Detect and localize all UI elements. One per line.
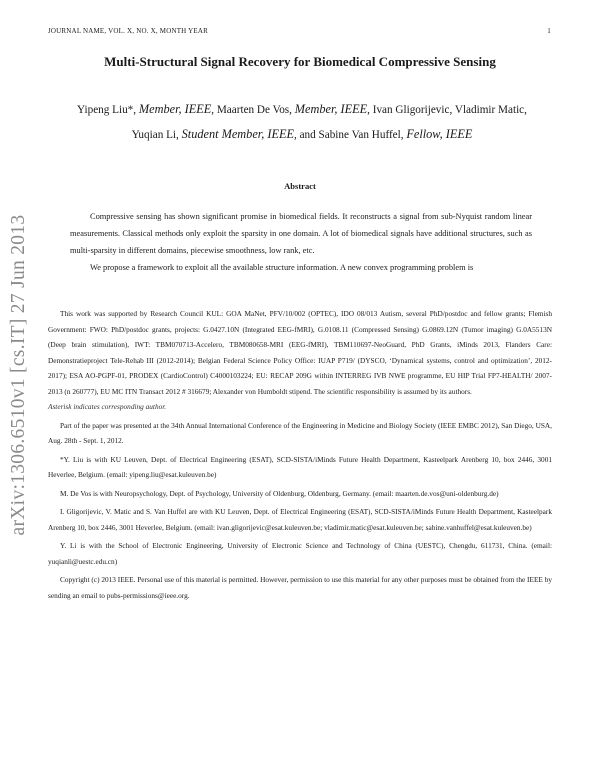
conference-footnote: Part of the paper was presented at the 34th Annual International Conference of the Engineering in Medicine and Biology Society (IEEE EMBC 2012), San Diego, USA, Aug. 28th - Sept. 1, 2012. <box>48 420 552 445</box>
footnotes <box>48 306 552 603</box>
author-line-1 <box>52 97 552 122</box>
abstract-body <box>70 208 532 276</box>
affiliation-footnote-devos: M. De Vos is with Neuropsychology, Dept. of Psychology, University of Oldenburg, Oldenburg, Germany. (email: maarten.de.vos@uni-oldenburg.de) <box>60 488 499 498</box>
arxiv-stamp <box>0 200 38 550</box>
journal-name: JOURNAL NAME, VOL. X, NO. X, MONTH YEAR <box>48 27 208 35</box>
arxiv-stamp-text: arXiv:1306.6510v1 [cs.IT] 27 Jun 2013 <box>8 214 29 536</box>
author-name: Yipeng Liu*, <box>77 104 139 116</box>
paper-title: Multi-Structural Signal Recovery for Biomedical Compressive Sensing <box>104 54 496 69</box>
page-number: 1 <box>547 27 551 35</box>
abstract-paragraph: Compressive sensing has shown significant promise in biomedical fields. It reconstructs a signal from sub-Nyquist random linear measurements. Classical methods only exploit the sparsity in one domain. A lot of biomedical signals have additional structures, such as multi-sparsity in different domains, piecewise smoothness, low rank, etc. <box>70 212 532 255</box>
author-name: , Maarten De Vos, <box>211 104 295 116</box>
author-name: , Ivan Gligorijevic, Vladimir Matic, <box>367 104 527 116</box>
author-role: Student Member, IEEE <box>181 127 294 141</box>
author-role: Fellow, IEEE <box>406 127 473 141</box>
abstract-heading: Abstract <box>284 181 316 191</box>
author-name: , and Sabine Van Huffel, <box>293 129 407 141</box>
funding-footnote: This work was supported by Research Council KUL: GOA MaNet, PFV/10/002 (OPTEC), IDO 08/013 Autism, several PhD/postdoc and fellow grants; Flemish Government: FWO: PhD/postdoc grants, projects: G.0427.10N (Integrated EEG-fMRI), G.0108.11 (Compressed Sensing) G.0869.12N (Tumor imaging) G.0A5513N (Deep brain stimulation), IWT: TBM070713-Accelero, TBM080658-MRI (EEG-fMRI), TBM110697-NeoGuard, PhD Grants, iMinds 2013, Flanders Care: Demonstratieproject Tele-Rehab III (2012-2014); Belgian Federal Science Policy Office: IUAP P719/ (DYSCO, ‘Dynamical systems, control and optimization’, 2012-2017); ESA AO-PGPF-01, PRODEX (CardioControl) C4000103224; EU: RECAP 209G within INTERREG IVB NWE programme, EU HIP Trial FP7-HEALTH/ 2007-2013 (n 260777), EU MC ITN Transact 2012 # 316679; Alexander von Humboldt stipend. The scientific responsibility is assumed by its authors. <box>48 309 552 396</box>
author-role: Member, IEEE <box>138 102 212 116</box>
author-list <box>52 97 552 147</box>
author-name: Yuqian Li, <box>131 129 182 141</box>
copyright-notice: Copyright (c) 2013 IEEE. Personal use of this material is permitted. However, permission to use this material for any other purposes must be obtained from the IEEE by sending an email to pubs-permissions@ieee.org. <box>48 575 552 600</box>
running-header <box>48 27 551 35</box>
abstract-paragraph: We propose a framework to exploit all the available structure information. A new convex programming problem is <box>90 263 474 272</box>
author-role: Member, IEEE <box>294 102 368 116</box>
affiliation-footnote-li: Y. Li is with the School of Electronic Engineering, University of Electronic Science and Technology of China (UESTC), Chengdu, 611731, China. (email: yuqianli@uestc.edu.cn) <box>48 541 552 566</box>
affiliation-footnote-liu: *Y. Liu is with KU Leuven, Dept. of Electrical Engineering (ESAT), SCD-SISTA/iMinds Future Health Department, Kasteelpark Arenberg 10, box 2446, 3001 Heverlee, Belgium. (email: yipeng.liu@esat.kuleuven.be) <box>48 454 552 479</box>
author-line-2 <box>52 122 552 147</box>
corresponding-author-note: Asterisk indicates corresponding author. <box>48 402 167 411</box>
affiliation-footnote-kuleuven: I. Gligorijevic, V. Matic and S. Van Huffel are with KU Leuven, Dept. of Electrical Engineering (ESAT), SCD-SISTA/iMinds Future Health Department, Kasteelpark Arenberg 10, box 2446, 3001 Heverlee, Belgium. (email: ivan.gligorijevic@esat.kuleuven.be; vladimir.matic@esat.kuleuven.be; sabine.vanhuffel@esat.kuleuven.be) <box>48 507 552 532</box>
